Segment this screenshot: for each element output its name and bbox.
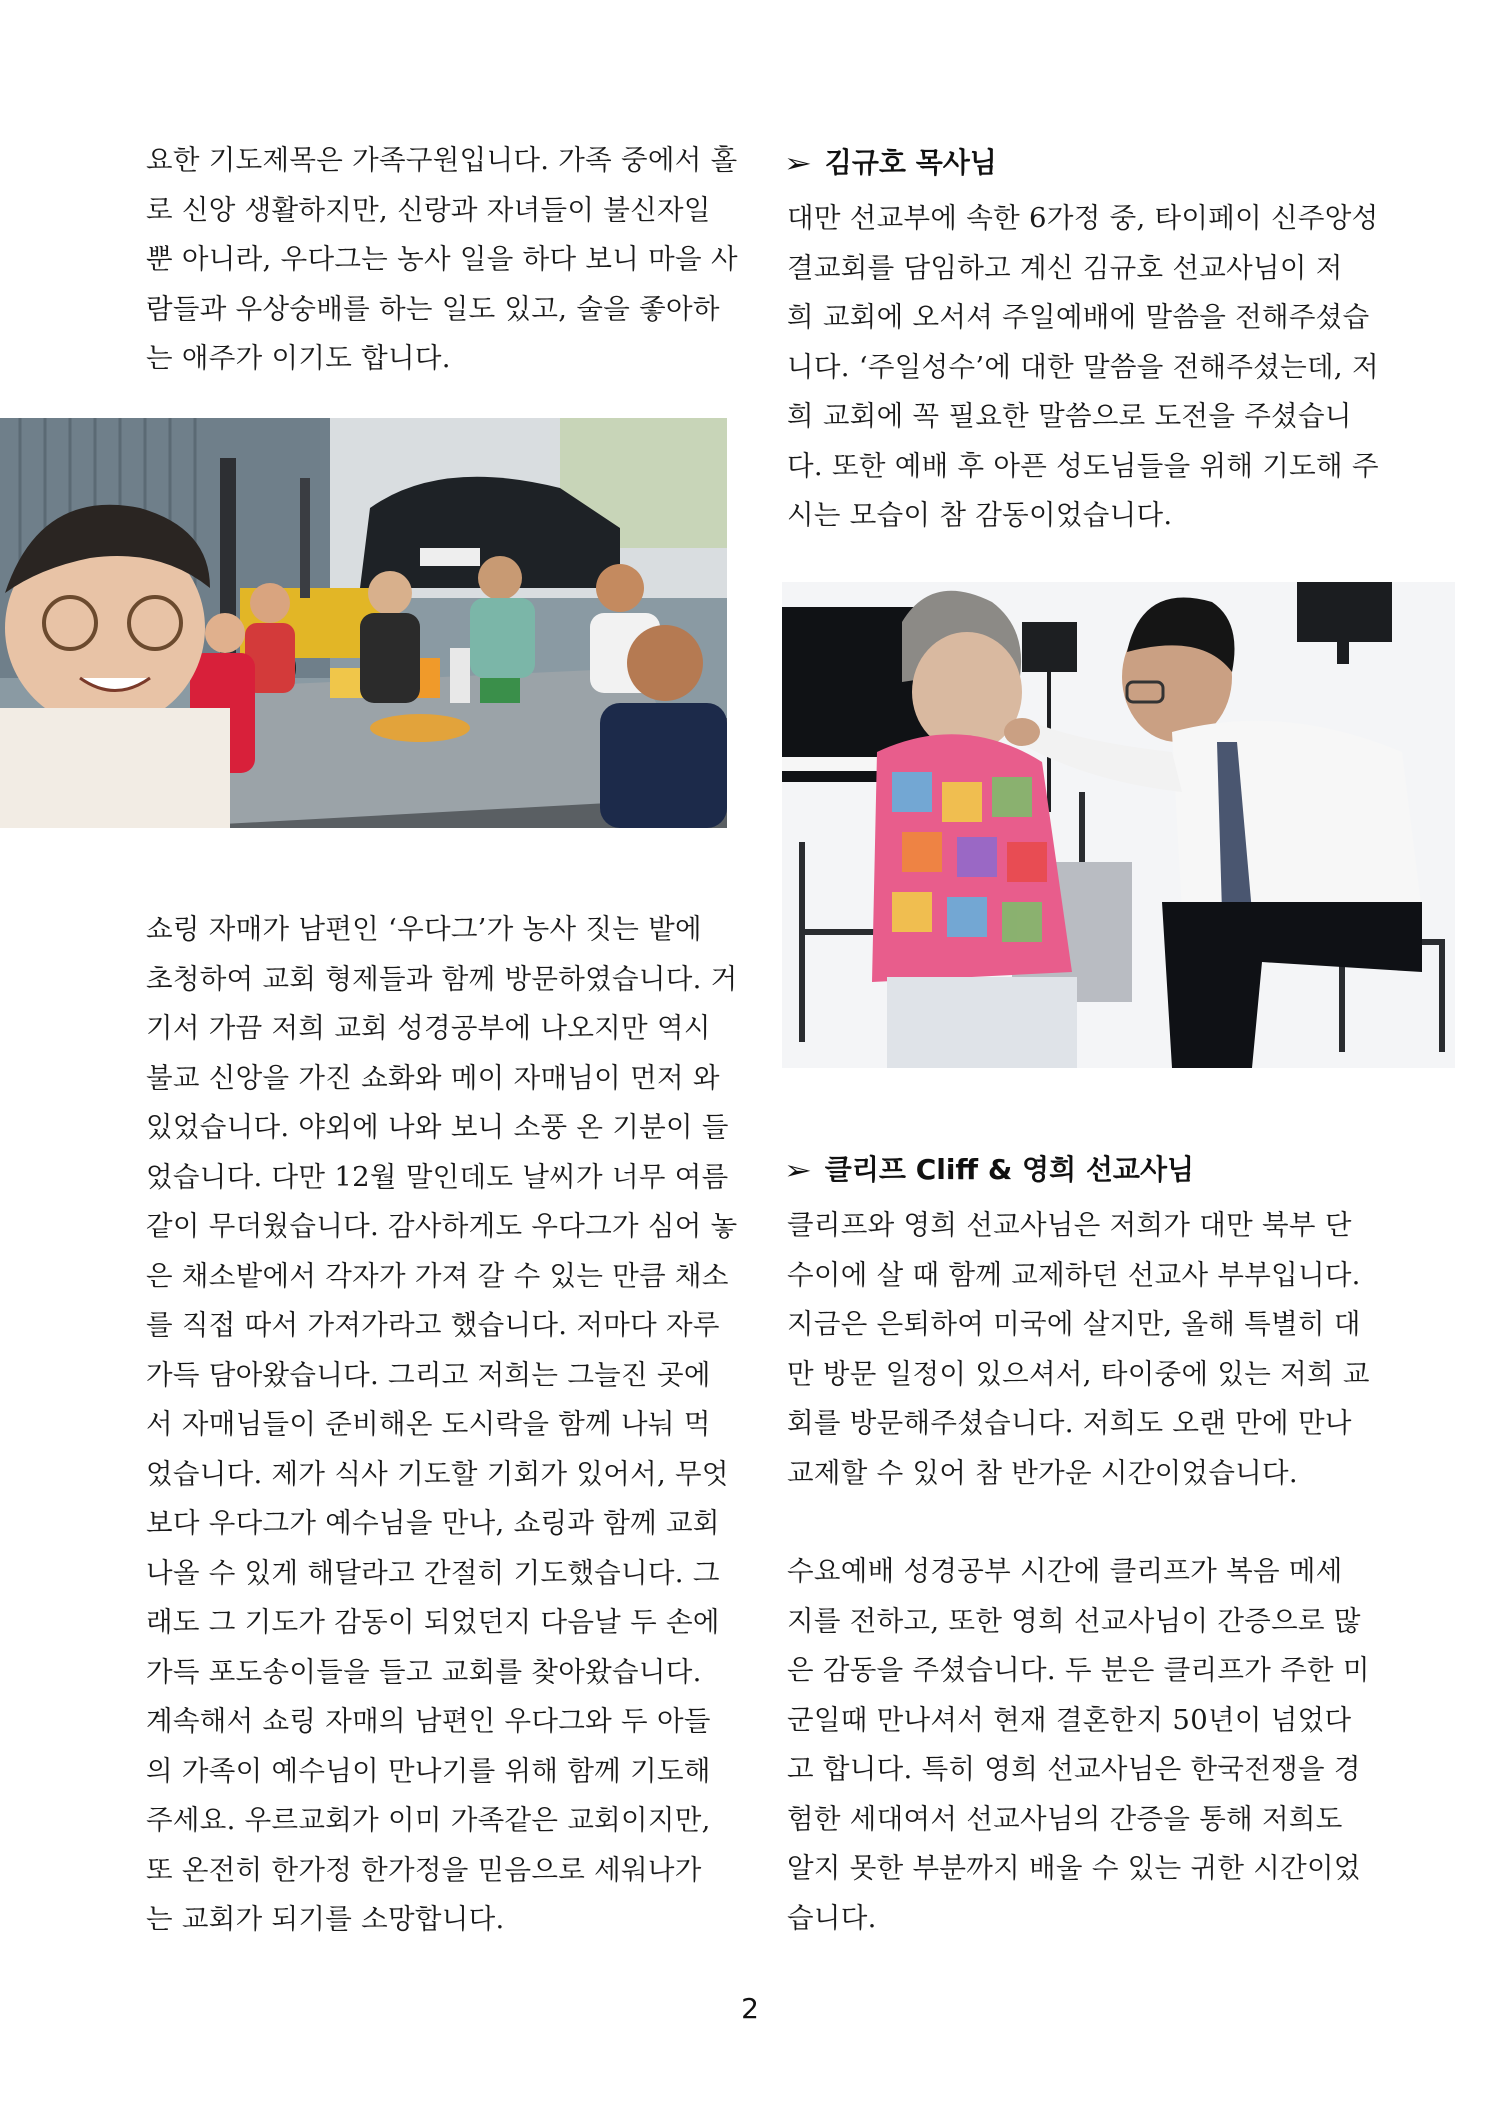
section1-paragraph [787,194,1379,541]
section-heading-kim [783,143,997,184]
text-line: 희 교회에 꼭 필요한 말씀으로 도전을 주셨습니 [787,400,1352,432]
text-line: 보다 우다그가 예수님을 만나, 쇼링과 함께 교회 [146,1507,720,1539]
text-line: 대만 선교부에 속한 6가정 중, 타이페이 신주앙성 [787,202,1379,234]
text-line: 초청하여 교회 형제들과 함께 방문하였습니다. 거 [146,962,738,995]
arrow-bullet-icon: ➢ [783,1156,813,1186]
text-line: 를 직접 따서 가져가라고 했습니다. 저마다 자루 [146,1309,720,1341]
text-line: 래도 그 기도가 감동이 되었던지 다음날 두 손에 [146,1606,720,1638]
text-line: 시는 모습이 참 감동이었습니다. [787,499,1173,531]
text-line: 지를 전하고, 또한 영희 선교사님이 간증으로 많 [787,1604,1361,1637]
text-line: 가득 담아왔습니다. 그리고 저희는 그늘진 곳에 [146,1358,711,1391]
text-line: 클리프와 영희 선교사님은 저희가 대만 북부 단 [787,1209,1352,1241]
text-line: 는 애주가 이기도 합니다. [146,342,451,374]
text-line: 만 방문 일정이 있으셔서, 타이중에 있는 저희 교 [787,1357,1370,1390]
text-line: 알지 못한 부분까지 배울 수 있는 귀한 시간이었 [787,1852,1361,1884]
text-line: 니다. ‘주일성수’에 대한 말씀을 전해주셨는데, 저 [787,350,1379,383]
text-line: 로 신앙 생활하지만, 신랑과 자녀들이 불신자일 [146,193,711,226]
text-line: 교제할 수 있어 참 반가운 시간이었습니다. [787,1456,1298,1489]
text-line: 계속해서 쇼링 자매의 남편인 우다그와 두 아들 [146,1705,711,1737]
prayer-photo [782,582,1455,1068]
left-intro-paragraph [146,136,738,384]
text-line: 었습니다. 다만 12월 말인데도 날씨가 너무 여름 [146,1160,729,1193]
page-number: 2 [741,1992,759,2025]
heading-text: 김규호 목사님 [824,146,997,179]
arrow-bullet-icon: ➢ [783,149,813,179]
left-story-paragraph [146,905,738,1945]
text-line: 기서 가끔 저희 교회 성경공부에 나오지만 역시 [146,1012,711,1044]
text-line: 같이 무더웠습니다. 감사하게도 우다그가 심어 놓 [146,1210,738,1242]
heading-text: 클리프 Cliff & 영희 선교사님 [824,1153,1195,1186]
text-line: 쇼링 자매가 남편인 ‘우다그’가 농사 짓는 밭에 [146,913,702,945]
text-line: 가득 포도송이들을 들고 교회를 찾아왔습니다. [146,1655,702,1688]
text-line: 요한 기도제목은 가족구원입니다. 가족 중에서 홀 [146,144,738,176]
text-line: 은 채소밭에서 각자가 가져 갈 수 있는 만큼 채소 [146,1259,729,1292]
text-line: 고 합니다. 특히 영희 선교사님은 한국전쟁을 경 [787,1753,1361,1785]
text-line: 었습니다. 제가 식사 기도할 기회가 있어서, 무엇 [146,1457,729,1490]
text-line: 의 가족이 예수님이 만나기를 위해 함께 기도해 [146,1754,711,1787]
text-line: 는 교회가 되기를 소망합니다. [146,1903,505,1935]
text-line: 험한 세대여서 선교사님의 간증을 통해 저희도 [787,1802,1343,1835]
text-line: 군일때 만나셔서 현재 결혼한지 50년이 넘었다 [787,1703,1352,1736]
farm-group-photo [0,418,727,828]
text-line: 지금은 은퇴하여 미국에 살지만, 올해 특별히 대 [787,1308,1361,1340]
section2-paragraph-b [787,1547,1370,1943]
text-line: 다. 또한 예배 후 아픈 성도님들을 위해 기도해 주 [787,449,1379,482]
text-line: 은 감동을 주셨습니다. 두 분은 클리프가 주한 미 [787,1654,1370,1686]
text-line: 수요예배 성경공부 시간에 클리프가 복음 메세 [787,1555,1343,1587]
text-line: 희 교회에 오서셔 주일예배에 말씀을 전해주셨습 [787,301,1370,333]
text-line: 또 온전히 한가정 한가정을 믿음으로 세워나가 [146,1853,702,1886]
text-line: 있었습니다. 야외에 나와 보니 소풍 온 기분이 들 [146,1111,729,1143]
text-line: 람들과 우상숭배를 하는 일도 있고, 술을 좋아하 [146,292,720,325]
text-line: 불교 신앙을 가진 쇼화와 메이 자매님이 먼저 와 [146,1061,720,1094]
text-line: 주세요. 우르교회가 이미 가족같은 교회이지만, [146,1804,711,1836]
text-line: 습니다. [787,1901,877,1934]
section2-paragraph-a [787,1201,1370,1498]
text-line: 나올 수 있게 해달라고 간절히 기도했습니다. 그 [146,1556,720,1589]
text-line: 뿐 아니라, 우다그는 농사 일을 하다 보니 마을 사 [146,243,738,275]
text-line: 회를 방문해주셨습니다. 저희도 오랜 만에 만나 [787,1407,1352,1439]
text-line: 수이에 살 때 함께 교제하던 선교사 부부입니다. [787,1258,1361,1291]
text-line: 결교회를 담임하고 계신 김규호 선교사님이 저 [787,251,1343,284]
section-heading-cliff [783,1150,1195,1191]
text-line: 서 자매님들이 준비해온 도시락을 함께 나눠 먹 [146,1408,711,1440]
